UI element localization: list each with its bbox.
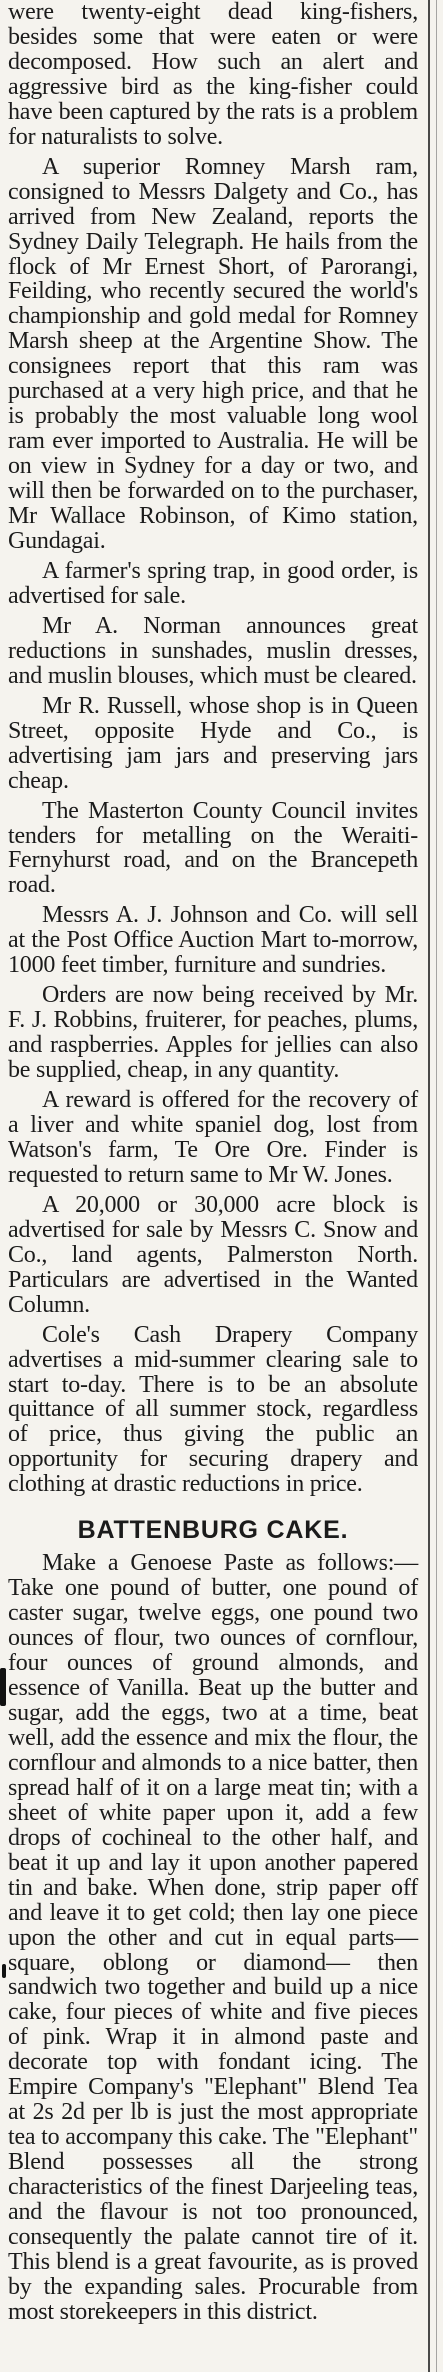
paragraph-romney-ram: A superior Romney Marsh ram, consigned to Messrs Dalgety and Co., has arrived from New Zealand, reports the Sydney Daily Telegraph. He hails from the flock of Mr Ernest Short, of Parorangi, Feilding, who recently secured the world's championship and gold medal for Romney Marsh sheep at the Argentine Show. The consignees report that this ram was purchased at a very high price, and that he is probably the most valuable long wool ram ever imported to Australia. He will be on view in Sydney for a day or two, and will then be forwarded on to the purchaser, Mr Wallace Robinson, of Kimo station, Gundagai. (8, 153, 418, 555)
column-rule (428, 0, 430, 2372)
paragraph-spring-trap: A farmer's spring trap, in good order, is advertised for sale. (8, 557, 418, 609)
paragraph-coles-drapery: Cole's Cash Drapery Company advertises a mid-summer clearing sale to start to-day. There is to be an absolute quittance of all summer stock, regardless of price, thus giving the public an opportunity for securing drapery and clothing at drastic reductions in price. (8, 1321, 418, 1498)
paragraph-masterton-council: The Masterton County Council invites tenders for metalling on the Weraiti-Fernyhurst road, and on the Brancepeth road. (8, 797, 418, 899)
paragraph-robbins: Orders are now being received by Mr. F. J. Robbins, fruiterer, for peaches, plums, and raspberries. Apples for jellies can also be supplied, cheap, in any quantity. (8, 982, 418, 1084)
paragraph-norman: Mr A. Norman announces great reductions in sunshades, muslin dresses, and muslin blouses, which must be cleared. (8, 612, 418, 689)
paragraph-russell: Mr R. Russell, whose shop is in Queen Street, opposite Hyde and Co., is advertising jam jars and preserving jars cheap. (8, 692, 418, 794)
heading-battenburg-cake: BATTENBURG CAKE. (77, 1516, 349, 1545)
ink-mark (2, 1964, 6, 1978)
paragraph-reward-spaniel: A reward is offered for the recovery of a liver and white spaniel dog, lost from Watson's farm, Te Ore Ore. Finder is requested to return same to Mr W. Jones. (8, 1087, 418, 1188)
paragraph-acre-block: A 20,000 or 30,000 acre block is advertised for sale by Messrs C. Snow and Co., land agents, Palmerston North. Particulars are advertised in the Wanted Column. (8, 1191, 418, 1318)
paragraph-battenburg-recipe: Make a Genoese Paste as follows:—Take one pound of butter, one pound of caster sugar, twelve eggs, one pound two ounces of flour, two ounces of cornflour, four ounces of ground almonds, and essence of Vanilla. Beat up the butter and sugar, add the eggs, two at a time, beat well, add the essence and mix the flour, the cornflour and almonds to a nice batter, then spread half of it on a large meat tin; with a sheet of white paper upon it, add a few drops of cochineal to the other half, and beat it up and lay it upon another papered tin and bake. When done, strip paper off and leave it to get cold; then lay one piece upon the other and cut in equal parts—square, oblong or diamond— then sandwich two together and build up a nice cake, four pieces of white and five pieces of pink. Wrap it in almond paste and decorate top with fondant icing. The Empire Company's "Elephant" Blend Tea at 2s 2d per lb is just the most appropriate tea to accompany this cake. The "Elephant" Blend possesses all the strong characteristics of the finest Darjeeling teas, and the flavour is not too pronounced, consequently the palate cannot tire of it. This blend is a great favourite, as is proved by the expanding sales. Procurable from most storekeepers in this district. (8, 1550, 418, 2325)
paragraph-kingfishers: were twenty-eight dead king-fishers, besides some that were eaten or were decomposed. How such an alert and aggressive bird as the king-fisher could have been captured by the rats is a problem for naturalists to solve. (8, 0, 418, 150)
column-rule-secondary (436, 0, 437, 2372)
paragraph-johnson-auction: Messrs A. J. Johnson and Co. will sell at the Post Office Auction Mart to-morrow, 1000 feet timber, furniture and sundries. (8, 902, 418, 979)
article-column (8, 0, 418, 2330)
ink-mark (0, 1668, 6, 1706)
